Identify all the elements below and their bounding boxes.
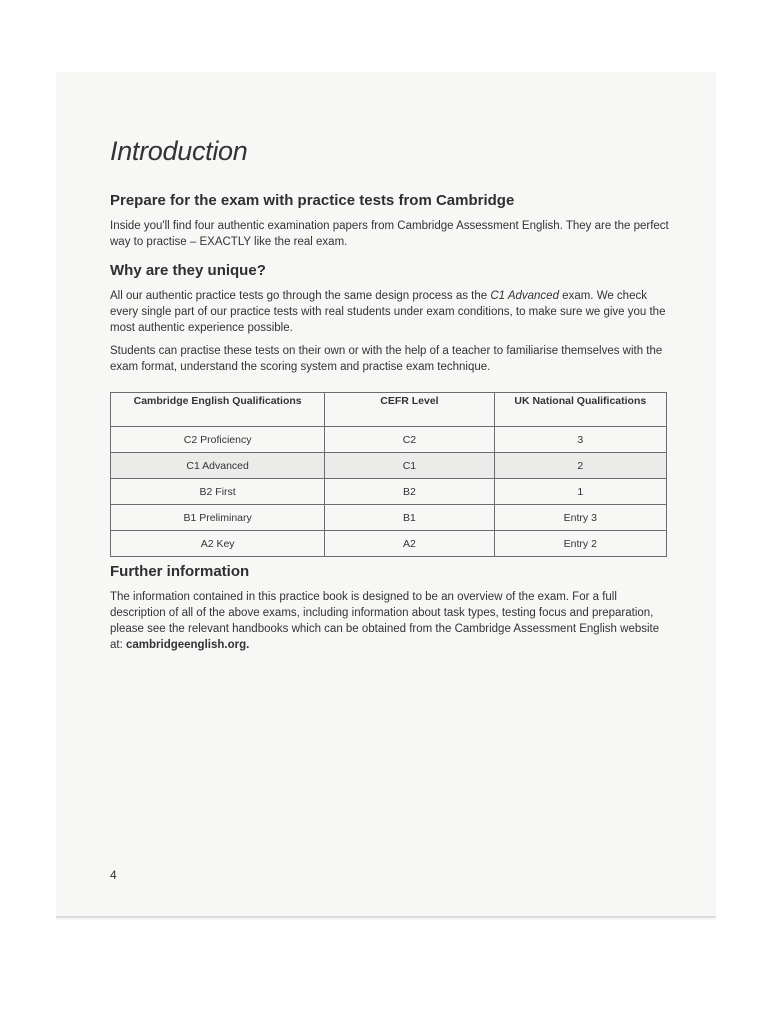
table-header-cell: CEFR Level <box>325 393 494 427</box>
table-cell: A2 <box>325 531 494 557</box>
table-cell: 3 <box>494 427 666 453</box>
table-header-cell: Cambridge English Qualifications <box>111 393 325 427</box>
table-row <box>111 427 667 453</box>
document-page <box>56 72 716 920</box>
table-cell: 2 <box>494 453 666 479</box>
table-header-row <box>111 393 667 427</box>
table-row <box>111 453 667 479</box>
section-heading-prepare: Prepare for the exam with practice tests from Cambridge <box>110 192 515 209</box>
table-cell: B1 <box>325 505 494 531</box>
table-cell: A2 Key <box>111 531 325 557</box>
qualifications-table <box>110 392 667 557</box>
page-bottom-edge <box>56 916 716 918</box>
table-cell: B2 <box>325 479 494 505</box>
table-row <box>111 531 667 557</box>
page-title: Introduction <box>110 136 248 166</box>
section-body-prepare: Inside you'll find four authentic examination papers from Cambridge Assessment English. They are the perfect way to practise – EXACTLY like the real exam. <box>110 220 669 248</box>
section-body-further: The information contained in this practice book is designed to be an overview of the exam. For a full description of all of the above exams, including information about task types, testing focus and preparation, please see the relevant handbooks which can be obtained from the Cambridge Assessment English website at: cambridgeenglish.org. <box>110 591 660 651</box>
table-cell: B1 Preliminary <box>111 505 325 531</box>
table-cell: 1 <box>494 479 666 505</box>
section-heading-further: Further information <box>110 563 250 580</box>
page-number: 4 <box>110 868 117 882</box>
section-body-unique-2: Students can practise these tests on their own or with the help of a teacher to familiarise themselves with the exam format, understand the scoring system and practise exam technique. <box>110 345 663 373</box>
section-body-unique-1: All our authentic practice tests go through the same design process as the C1 Advanced exam. We check every single part of our practice tests with real students under exam conditions, to make sure we give you the most authentic experience possible. <box>110 290 666 334</box>
table-cell: B2 First <box>111 479 325 505</box>
table-row <box>111 505 667 531</box>
table-cell: C2 Proficiency <box>111 427 325 453</box>
website-link-text: cambridgeenglish.org. <box>125 639 250 651</box>
section-heading-unique: Why are they unique? <box>110 262 266 279</box>
table-cell: C2 <box>325 427 494 453</box>
table-cell: C1 <box>325 453 494 479</box>
table-cell: Entry 2 <box>494 531 666 557</box>
table-row <box>111 479 667 505</box>
table-cell: C1 Advanced <box>111 453 325 479</box>
exam-name-italic: C1 Advanced <box>490 290 559 302</box>
table-header-cell: UK National Qualifications <box>494 393 666 427</box>
table-cell: Entry 3 <box>494 505 666 531</box>
